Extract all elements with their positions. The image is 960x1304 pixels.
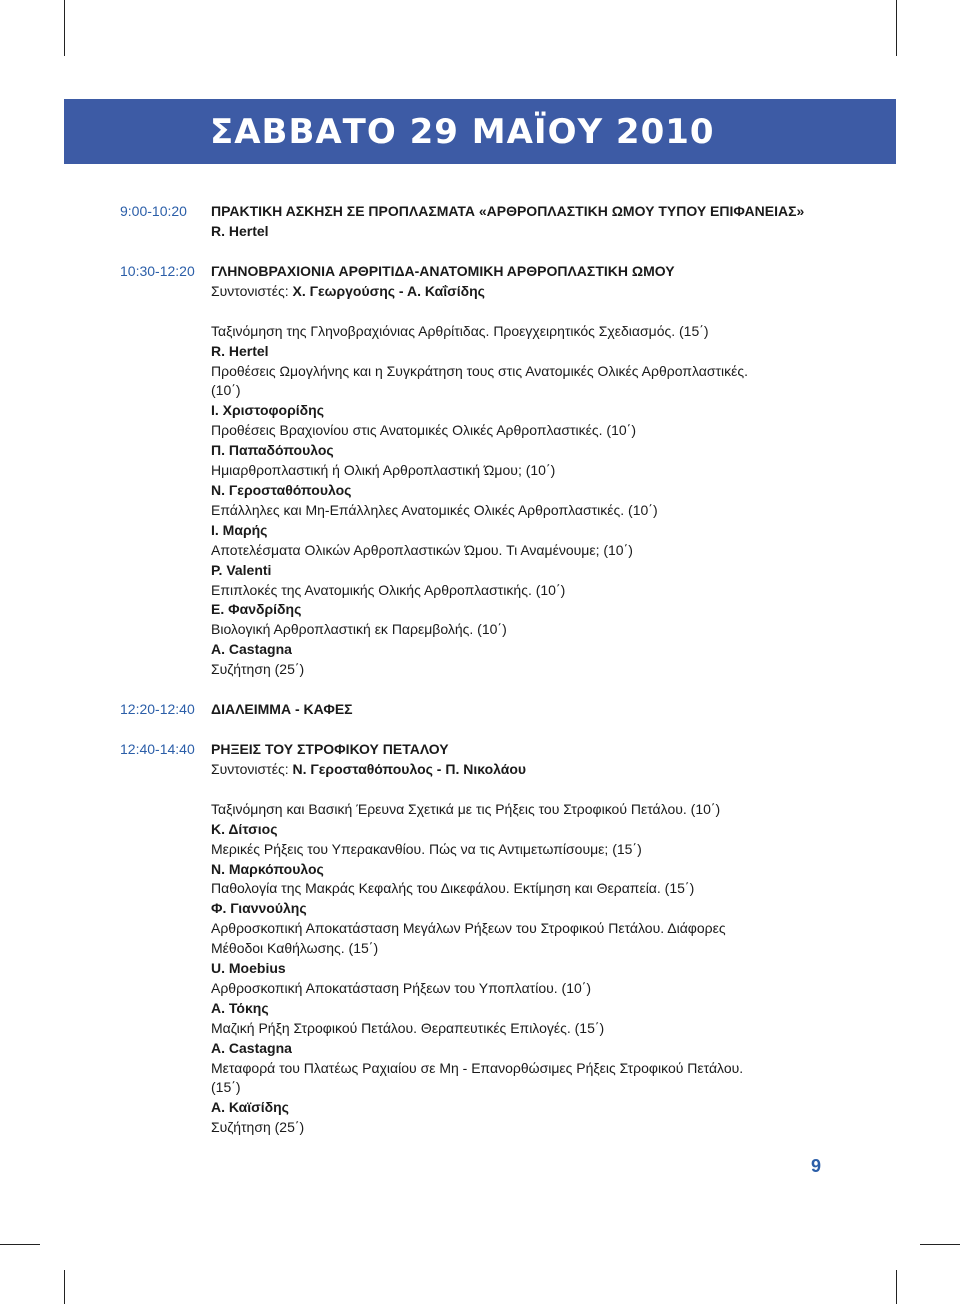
- crop-mark: [896, 0, 897, 56]
- talk-speaker: [0, 560, 960, 580]
- talk-title-text: Ταξινόμηση της Γληνοβραχιόνιας Αρθρίτιδας. Προεγχειρητικός Σχεδιασμός. (15΄): [211, 323, 709, 339]
- talk-speaker: [0, 898, 960, 918]
- talk-speaker: [0, 341, 960, 361]
- talk-title-text: Παθολογία της Μακράς Κεφαλής του Δικεφάλου. Εκτίμηση και Θεραπεία. (15΄): [211, 880, 695, 896]
- speaker-name: R. Hertel: [211, 343, 269, 359]
- talk-speaker: [0, 440, 960, 460]
- talk-title-text: Επάλληλες και Μη-Επάλληλες Ανατομικές Ολικές Αρθροπλαστικές. (10΄): [211, 502, 658, 518]
- talk-title-text: Προθέσεις Ωμογλήνης και η Συγκράτηση τους στις Ανατομικές Ολικές Αρθροπλαστικές.: [211, 363, 748, 379]
- chairs-names: Ν. Γεροσταθόπουλος - Π. Νικολάου: [292, 761, 527, 777]
- crop-mark: [896, 1270, 897, 1304]
- speaker-name: Ι. Χριστοφορίδης: [211, 402, 324, 418]
- talk-title-text: Μέθοδοι Καθήλωσης. (15΄): [211, 940, 379, 956]
- talk-title: [0, 619, 960, 639]
- speaker-name: Π. Παπαδόπουλος: [211, 442, 334, 458]
- crop-mark: [920, 1244, 960, 1245]
- page-title: ΣΑΒΒΑΤΟ 29 ΜΑΪΟΥ 2010: [210, 112, 715, 152]
- talk-speaker: [0, 639, 960, 659]
- speaker-name: Κ. Δίτσιος: [211, 821, 278, 837]
- talk-speaker: [0, 480, 960, 500]
- discussion-row: [0, 1117, 960, 1137]
- talk-title-text: Ημιαρθροπλαστική ή Ολική Αρθροπλαστική Ώμου; (10΄): [211, 462, 556, 478]
- talk-speaker: [0, 1038, 960, 1058]
- speaker-name: A. Castagna: [211, 1040, 292, 1056]
- speaker-name: U. Moebius: [211, 960, 286, 976]
- speaker-name: A. Castagna: [211, 641, 292, 657]
- talk-speaker: [0, 958, 960, 978]
- page-number: 9: [811, 1156, 822, 1176]
- session-title: ΡΗΞΕΙΣ ΤΟΥ ΣΤΡΟΦΙΚΟΥ ΠΕΤΑΛΟΥ: [211, 741, 449, 757]
- talk-title-text: Αποτελέσματα Ολικών Αρθροπλαστικών Ώμου. Τι Αναμένουμε; (10΄): [211, 542, 633, 558]
- talk-title: [0, 540, 960, 560]
- talk-title: [0, 878, 960, 898]
- session-time: 10:30-12:20: [120, 263, 195, 279]
- talk-title-text: (10΄): [211, 382, 241, 398]
- crop-mark: [0, 1244, 40, 1245]
- talk-title-text: Μαζική Ρήξη Στροφικού Πετάλου. Θεραπευτικές Επιλογές. (15΄): [211, 1020, 605, 1036]
- speaker-name: Ι. Μαρής: [211, 522, 268, 538]
- discussion-text: Συζήτηση (25΄): [211, 661, 305, 677]
- talk-title: [0, 420, 960, 440]
- session-time: 12:20-12:40: [120, 701, 195, 717]
- talk-speaker: [0, 400, 960, 420]
- discussion-text: Συζήτηση (25΄): [211, 1119, 305, 1135]
- talk-speaker: [0, 859, 960, 879]
- speaker-name: Α. Τόκης: [211, 1000, 269, 1016]
- talk-title-text: Αρθροσκοπική Αποκατάσταση Μεγάλων Ρήξεων του Στροφικού Πετάλου. Διάφορες: [211, 920, 726, 936]
- talk-title-text: Προθέσεις Βραχιονίου στις Ανατομικές Ολικές Αρθροπλαστικές. (10΄): [211, 422, 636, 438]
- chairs-line: [211, 759, 526, 779]
- talk-speaker: [0, 599, 960, 619]
- talk-title: [0, 839, 960, 859]
- talk-title-text: Ταξινόμηση και Βασική Έρευνα Σχετικά με τις Ρήξεις του Στροφικού Πετάλου. (10΄): [211, 801, 721, 817]
- talk-title-text: Μεταφορά του Πλατέως Ραχιαίου σε Μη - Επανορθώσιμες Ρήξεις Στροφικού Πετάλου.: [211, 1060, 744, 1076]
- talk-title: [0, 1018, 960, 1038]
- talk-title: [0, 580, 960, 600]
- session-header: [0, 201, 960, 221]
- talk-speaker: [0, 520, 960, 540]
- talk-title: [0, 799, 960, 819]
- session-time: 9:00-10:20: [120, 203, 187, 219]
- discussion-row: [0, 659, 960, 679]
- session-title: ΓΛΗΝΟΒΡΑΧΙΟΝΙΑ ΑΡΘΡΙΤΙΔΑ-ΑΝΑΤΟΜΙΚΗ ΑΡΘΡΟΠΛΑΣΤΙΚΗ ΩΜΟΥ: [211, 263, 675, 279]
- crop-mark: [64, 1270, 65, 1304]
- talk-title: [0, 978, 960, 998]
- talk-title-text: Αρθροσκοπική Αποκατάσταση Ρήξεων του Υποπλατίου. (10΄): [211, 980, 592, 996]
- talk-title-text: Επιπλοκές της Ανατομικής Ολικής Αρθροπλαστικής. (10΄): [211, 582, 566, 598]
- talk-title-text: Βιολογική Αρθροπλαστική εκ Παρεμβολής. (10΄): [211, 621, 507, 637]
- chairs-row: [0, 759, 960, 779]
- talk-title: [0, 1058, 960, 1078]
- talk-title: [0, 361, 960, 381]
- speaker-name: Ε. Φανδρίδης: [211, 601, 302, 617]
- talk-title-text: (15΄): [211, 1079, 241, 1095]
- talk-title: [0, 321, 960, 341]
- session-header: [0, 739, 960, 759]
- session-header: [0, 699, 960, 719]
- talk-title: [0, 500, 960, 520]
- talk-title: [0, 1077, 960, 1097]
- talk-title: [0, 938, 960, 958]
- session-header: [0, 261, 960, 281]
- session-title: ΠΡΑΚΤΙΚΗ ΑΣΚΗΣΗ ΣΕ ΠΡΟΠΛΑΣΜΑΤΑ «ΑΡΘΡΟΠΛΑΣΤΙΚΗ ΩΜΟΥ ΤΥΠΟΥ ΕΠΙΦΑΝΕΙΑΣ»: [211, 203, 805, 219]
- chairs-names: Χ. Γεωργούσης - Α. Καΐσίδης: [292, 283, 485, 299]
- talk-speaker: [0, 819, 960, 839]
- talk-title: [0, 918, 960, 938]
- speaker-name: Α. Καϊσίδης: [211, 1099, 289, 1115]
- crop-mark: [64, 0, 65, 56]
- talk-title: [0, 380, 960, 400]
- chairs-line: [211, 281, 485, 301]
- session-time: 12:40-14:40: [120, 741, 195, 757]
- talk-title-text: Μερικές Ρήξεις του Υπερακανθίου. Πώς να τις Αντιμετωπίσουμε; (15΄): [211, 841, 642, 857]
- chairs-label: Συντονιστές:: [211, 283, 289, 299]
- chairs-row: [0, 281, 960, 301]
- speaker-row: [0, 221, 960, 241]
- speaker-name: Ν. Γεροσταθόπουλος: [211, 482, 352, 498]
- talk-speaker: [0, 1097, 960, 1117]
- session-title: ΔΙΑΛΕΙΜΜΑ - ΚΑΦΕΣ: [211, 701, 353, 717]
- talk-speaker: [0, 998, 960, 1018]
- chairs-label: Συντονιστές:: [211, 761, 289, 777]
- talk-title: [0, 460, 960, 480]
- speaker-name: R. Hertel: [211, 223, 269, 239]
- speaker-name: Ν. Μαρκόπουλος: [211, 861, 324, 877]
- speaker-name: P. Valenti: [211, 562, 272, 578]
- speaker-name: Φ. Γιαννούλης: [211, 900, 307, 916]
